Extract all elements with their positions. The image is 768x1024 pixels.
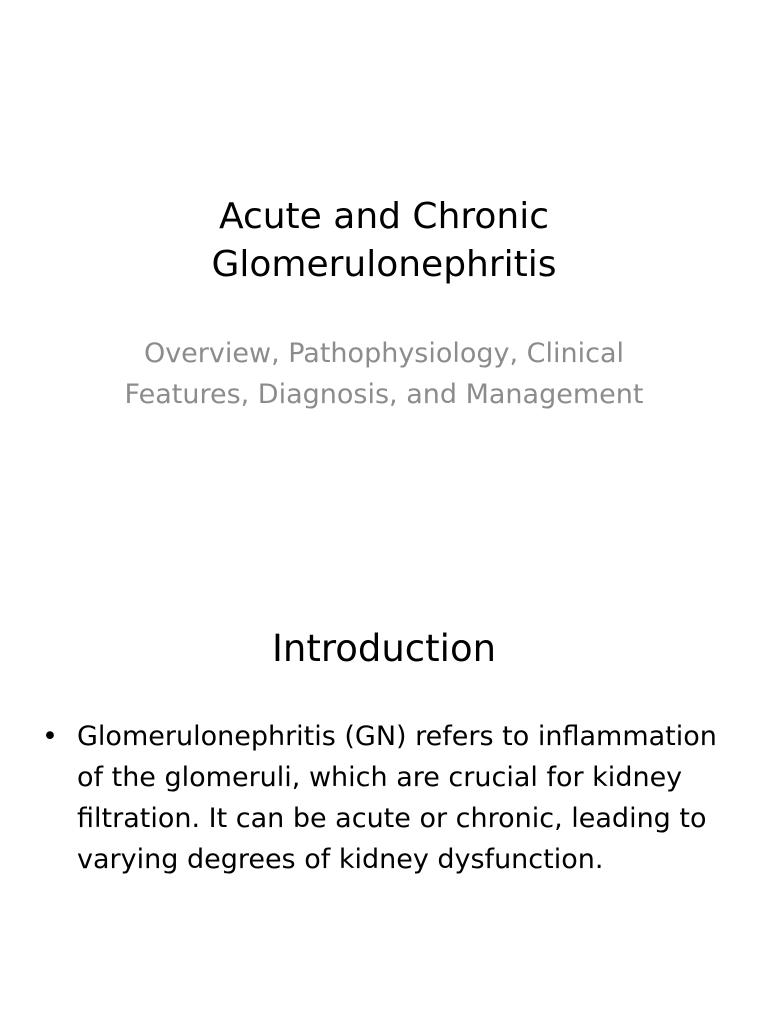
- section-title: Introduction: [271, 627, 497, 670]
- list-item: [40, 716, 728, 880]
- introduction-slide: [0, 576, 768, 1024]
- bullet-list: [40, 716, 728, 880]
- slide-title: Acute and Chronic Glomerulonephritis: [211, 196, 557, 285]
- bullet-text: Glomerulonephritis (GN) refers to inflammation of the glomeruli, which are crucial for kidney filtration. It can be acute or chronic, leading to varying degrees of kidney dysfunction.: [77, 721, 717, 875]
- bullet-marker: •: [42, 721, 58, 752]
- slide-subtitle: Overview, Pathophysiology, Clinical Features, Diagnosis, and Management: [124, 338, 644, 410]
